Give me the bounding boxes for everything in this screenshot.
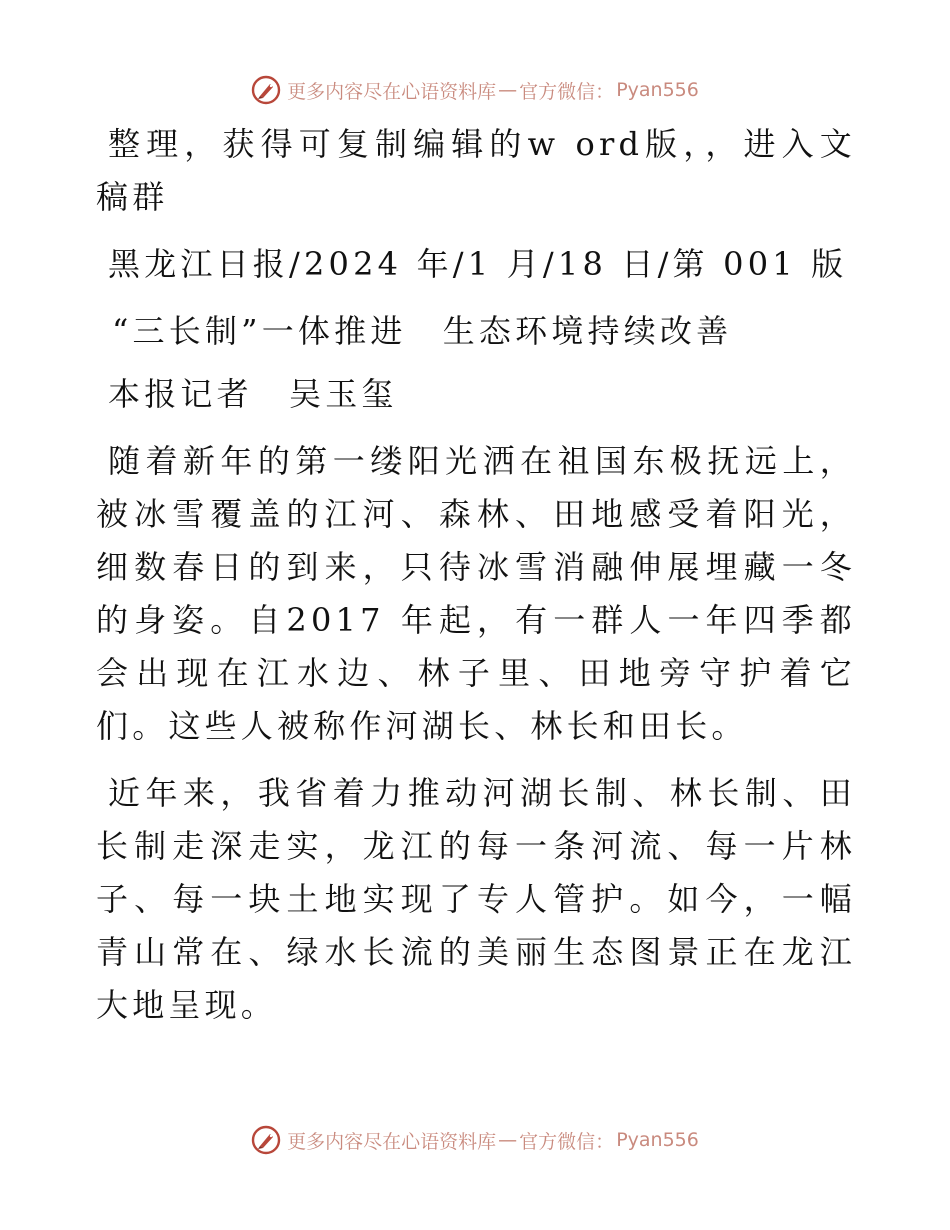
body-paragraph-1: 随着新年的第一缕阳光洒在祖国东极抚远上，被冰雪覆盖的江河、森林、田地感受着阳光，细数春日的到来，只待冰雪消融伸展埋藏一冬的身姿。自2017 年起，有一群人一年四季都会出现在江水边、林子里、田地旁守护着它们。这些人被称作河湖长、林长和田长。 <box>96 442 856 745</box>
banner-wechat-id: Pyan556 <box>616 79 699 101</box>
document-body <box>96 118 856 1046</box>
banner-wechat-label: 官方微信： <box>519 80 615 103</box>
article-title: “三长制”一体推进 生态环境持续改善 <box>112 312 733 350</box>
intro-note-paragraph: 整理，获得可复制编辑的w ord版，，进入文稿群 <box>96 125 856 216</box>
byline: 本报记者 吴玉玺 <box>108 375 398 413</box>
body-paragraph-2: 近年来，我省着力推动河湖长制、林长制、田长制走深走实，龙江的每一条河流、每一片林子、每一块土地实现了专人管护。如今，一幅青山常在、绿水长流的美丽生态图景正在龙江大地呈现。 <box>96 774 856 1024</box>
banner-separator: — <box>498 1129 518 1151</box>
header-watermark-banner <box>0 72 950 108</box>
banner-text: 更多内容尽在心语资料库 <box>287 80 497 103</box>
banner-wechat-id: Pyan556 <box>616 1129 699 1151</box>
source-line: 黑龙江日报/2024 年/1 月/18 日/第 001 版 <box>108 245 848 283</box>
footer-watermark-banner <box>0 1122 950 1158</box>
pen-nib-logo-icon <box>251 75 281 105</box>
banner-separator: — <box>498 79 518 101</box>
banner-text: 更多内容尽在心语资料库 <box>287 1130 497 1153</box>
banner-wechat-label: 官方微信： <box>519 1130 615 1153</box>
pen-nib-logo-icon <box>251 1125 281 1155</box>
